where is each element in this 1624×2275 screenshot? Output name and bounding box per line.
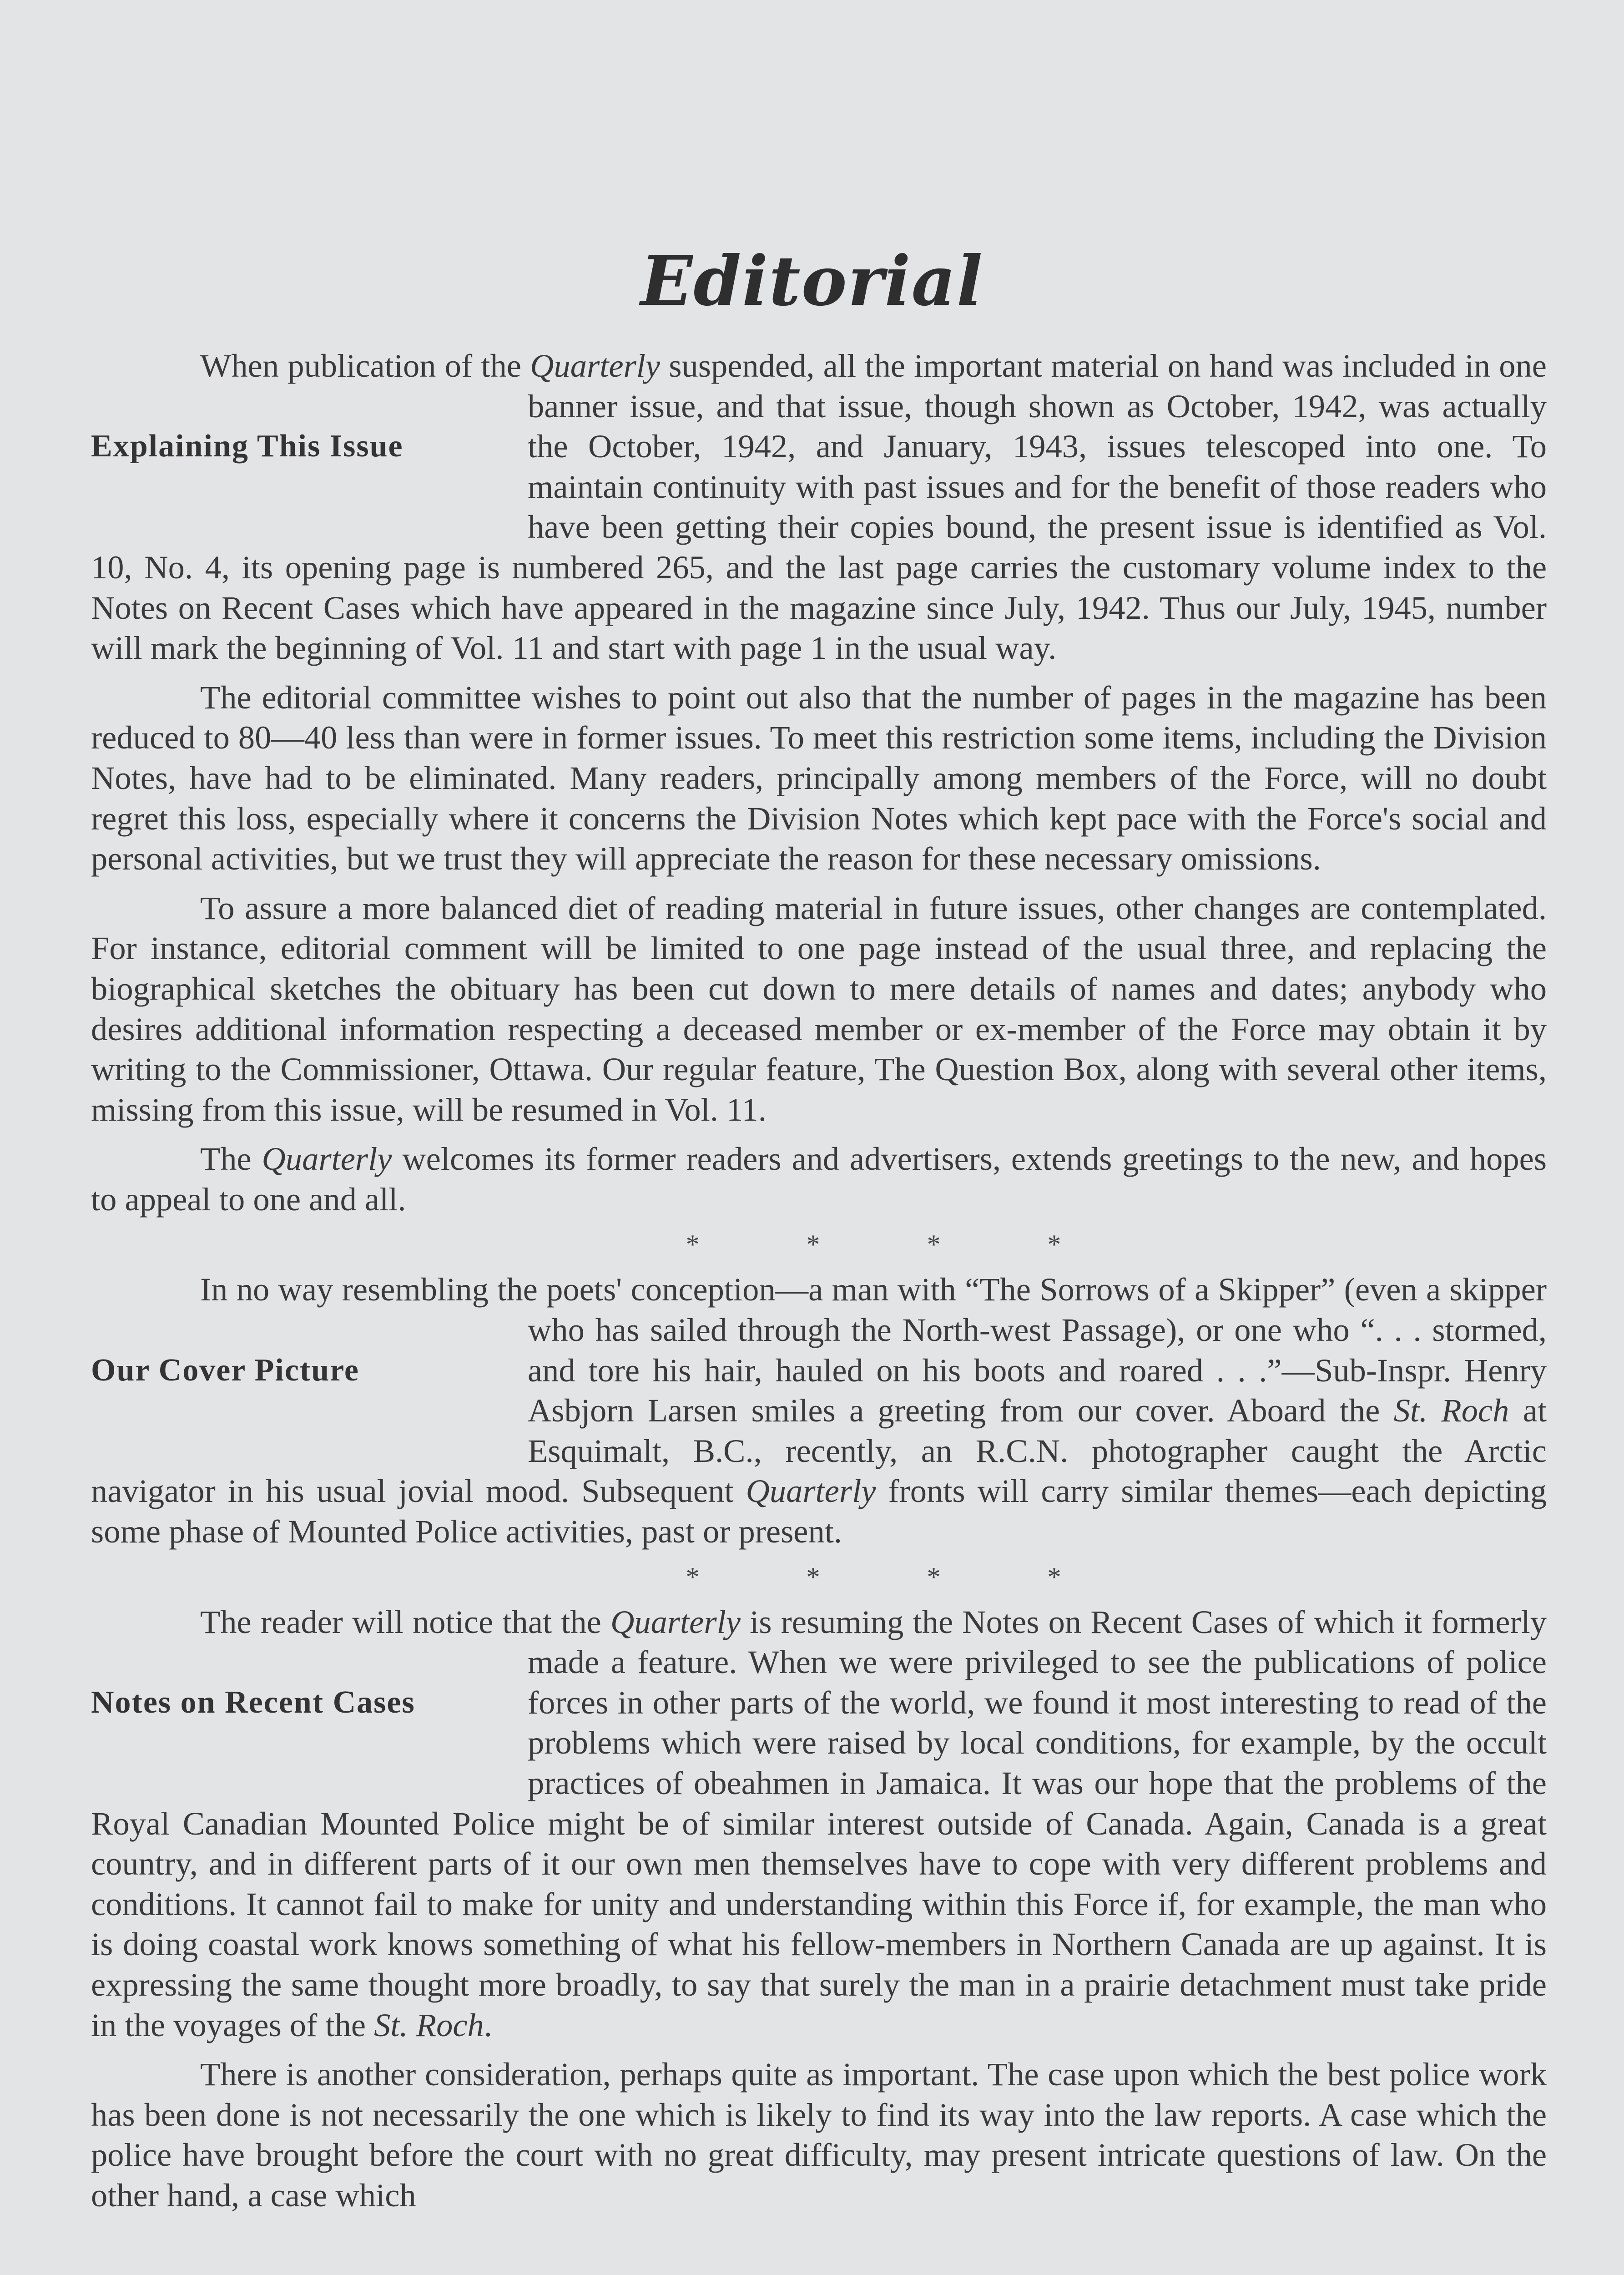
quarterly-title: Quarterly [610, 1603, 741, 1640]
paragraph-explaining-4: The Quarterly welcomes its former readers and advertisers, extends greetings to the new, and hopes to appeal to one and all. [91, 1140, 1547, 1218]
explaining-1-lead: suspended, all the important material on hand was included in one banner issue, and that issue, though shown as October, 1942, was [528, 347, 1547, 425]
quarterly-title: Quarterly [262, 1140, 392, 1178]
article-body [91, 346, 1547, 2225]
paragraph-explaining-1: When publication of the Quarterly suspended, all the important material on hand was included in one banner issue, and that issue, though shown as October, 1942, was Explaining This Issue actually the October, 1942, and January, 1943, issues telescoped into one. To maintain continuity with past issues and for the benefit of those readers who have been getting their copies bound, the present issue is identified as Vol. 10, No. 4, its opening page is numbered 265, and the last page carries the customary volume index to the Notes on Recent Cases which have appeared in the magazine since July, 1942. Thus our July, 1945, number will mark the beginning of Vol. 11 and start with page 1 in the usual way. [91, 347, 1547, 667]
quarterly-title: Quarterly [746, 1472, 876, 1510]
section-separator: * * * * [686, 1562, 1061, 1592]
ship-name: St. Roch [374, 2006, 484, 2043]
paragraph-explaining-2: The editorial committee wishes to point out also that the number of pages in the magazine has been reduced to 80—40 less than were in former issues. To meet this restriction some items, including the Division Notes, have had to be eliminated. Many readers, principally among members of the Force, will no doubt regret this loss, especially where it concerns the Division Notes which kept pace with the Force's social and personal activities, but we trust they will appreciate the reason for these necessary omissions. [91, 678, 1547, 877]
quarterly-title: Quarterly [530, 347, 661, 384]
side-heading-notes: Notes on Recent Cases [91, 1684, 415, 1720]
paragraph-cover-1: In no way resembling the poets' conception—a man with “The Sorrows of a Skipper” (even a skipper who has sailed through the North-west Passage), or one who Our Cover Picture “. . . stormed, and tore his hair, hauled on his boots and roared . . .”—Sub-Inspr. Henry Asbjorn Larsen smiles a greeting from our cover. Aboard the St. Roch at Esquimalt, B.C., recently, an R.C.N. photographer caught the Arctic navigator in his usual jovial mood. Subsequent Quarterly fronts will carry similar themes—each depicting some phase of Mounted Police activities, past or present. [91, 1271, 1547, 1550]
cover-1-rest: “. . . stormed, and tore his hair, hauled on his boots and roared . . .”—Sub-Inspr. Henry Asbjorn Larsen smiles a greeting from our cover. Aboard the [528, 1311, 1547, 1429]
page-title: Editorial [641, 241, 983, 321]
paragraph-notes-2: There is another consideration, perhaps quite as important. The case upon which the best police work has been done is not necessarily the one which is likely to find its way into the law reports. A case which the police have brought before the court with no great difficulty, may present intricate questions of law. On the other hand, a case which [91, 2056, 1547, 2214]
side-heading-cover: Our Cover Picture [91, 1352, 360, 1388]
notes-1-rest: police forces in other parts of the world, we found it most interesting to read of the problems which were raised by local conditions, for example, by the occult practices of obeahmen in Jamaica. It was our hope that the problems of the Royal Canadian Mounted Police might be of similar interest outside of Canada. Again, Canada is a great country, and in different parts of it our own men themselves have to cope with very different problems and conditions. It cannot fail to make for unity and understanding within this Force if, for example, the man who is doing coastal work knows something of what his fellow-members in Northern Canada are up against. It is expressing the same thought more broadly, to say that surely the man in a prairie detachment must take pride in the voyages of the [91, 1643, 1547, 2043]
cover-1-lead: In no way resembling the poets' conception—a man with “The Sorrows of a Skipper” (even a skipper who has sailed through the North-west Passage), or one who [200, 1271, 1547, 1349]
section-separator: * * * * [686, 1229, 1061, 1260]
ship-name: St. Roch [1393, 1392, 1509, 1429]
notes-1-lead: is resuming the Notes on Recent Cases of which it formerly made a feature. When we were privileged to see the publications of [528, 1603, 1547, 1681]
paragraph-explaining-3: To assure a more balanced diet of reading material in future issues, other changes are contemplated. For instance, editorial comment will be limited to one page instead of the usual three, and replacing the biographical sketches the obituary has been cut down to mere details of names and dates; anybody who desires additional information respecting a deceased member or ex-member of the Force may obtain it by writing to the Commissioner, Ottawa. Our regular feature, The Question Box, along with several other items, missing from this issue, will be resumed in Vol. 11. [91, 889, 1547, 1128]
explaining-1-rest: actually the October, 1942, and January, 1943, issues telescoped into one. To maintain continuity with past issues and for the benefit of those readers who have been getting their copies bound, the present issue is identified as Vol. 10, No. 4, its opening page is numbered 265, and the last page carries the customary volume index to the Notes on Recent Cases which have appeared in the magazine since July, 1942. Thus our July, 1945, number will mark the beginning of Vol. 11 and start with page 1 in the usual way. [91, 387, 1547, 667]
paragraph-notes-1: The reader will notice that the Quarterly is resuming the Notes on Recent Cases of which it formerly made a feature. When we were privileged to see the publications of Notes on Recent Cases police forces in other parts of the world, we found it most interesting to read of the problems which were raised by local conditions, for example, by the occult practices of obeahmen in Jamaica. It was our hope that the problems of the Royal Canadian Mounted Police might be of similar interest outside of Canada. Again, Canada is a great country, and in different parts of it our own men themselves have to cope with very different problems and conditions. It cannot fail to make for unity and understanding within this Force if, for example, the man who is doing coastal work knows something of what his fellow-members in Northern Canada are up against. It is expressing the same thought more broadly, to say that surely the man in a prairie detachment must take pride in the voyages of the St. Roch. [91, 1603, 1547, 2043]
side-heading-explaining: Explaining This Issue [91, 429, 403, 464]
